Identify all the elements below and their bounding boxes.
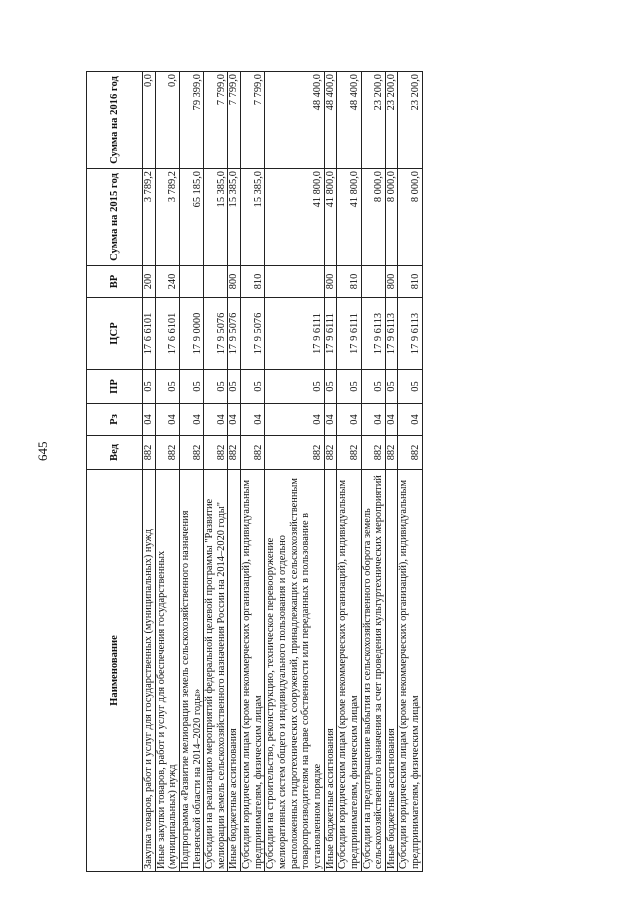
cell-pr: 05 — [179, 370, 203, 404]
cell-rz: 04 — [337, 404, 361, 436]
cell-sum-2015: 41 800,0 — [337, 169, 361, 266]
cell-ved: 882 — [361, 436, 385, 470]
cell-csr: 17 9 5076 — [241, 298, 265, 370]
cell-name: Субсидии юридическим лицам (кроме некоммерческих организаций), индивидуальным предпринимателям, физическим лицам — [241, 470, 265, 872]
header-pr: ПР — [87, 370, 143, 404]
cell-ved: 882 — [204, 436, 228, 470]
cell-sum-2015: 15 385,0 — [204, 169, 228, 266]
cell-csr: 17 9 0000 — [179, 298, 203, 370]
cell-csr: 17 6 6101 — [143, 298, 156, 370]
cell-vr: 800 — [228, 266, 241, 298]
cell-ved: 882 — [155, 436, 179, 470]
table-row — [143, 72, 156, 872]
cell-vr — [204, 266, 228, 298]
cell-sum-2016: 48 400,0 — [324, 72, 337, 169]
table-row — [155, 72, 179, 872]
cell-vr — [361, 266, 385, 298]
cell-vr: 810 — [398, 266, 422, 298]
cell-sum-2016: 23 200,0 — [361, 72, 385, 169]
cell-ved: 882 — [228, 436, 241, 470]
cell-pr: 05 — [155, 370, 179, 404]
cell-name: Субсидии юридическим лицам (кроме некоммерческих организаций), индивидуальным предпринимателям, физическим лицам — [337, 470, 361, 872]
table-header-row — [87, 72, 143, 872]
table-row — [265, 72, 324, 872]
header-sum-2015: Сумма на 2015 год — [87, 169, 143, 266]
cell-rz: 04 — [324, 404, 337, 436]
cell-rz: 04 — [398, 404, 422, 436]
header-vr: ВР — [87, 266, 143, 298]
cell-pr: 05 — [265, 370, 324, 404]
cell-sum-2015: 65 185,0 — [179, 169, 203, 266]
cell-vr — [265, 266, 324, 298]
table-row — [204, 72, 228, 872]
table-row — [398, 72, 422, 872]
cell-rz: 04 — [385, 404, 398, 436]
cell-vr: 200 — [143, 266, 156, 298]
table-row — [337, 72, 361, 872]
table-row — [385, 72, 398, 872]
cell-csr: 17 9 6111 — [324, 298, 337, 370]
cell-vr: 800 — [385, 266, 398, 298]
table-row — [324, 72, 337, 872]
cell-sum-2016: 79 399,0 — [179, 72, 203, 169]
cell-name: Иные закупки товаров, работ и услуг для обеспечения государственных (муниципальных) нужд — [155, 470, 179, 872]
budget-table — [86, 71, 423, 872]
cell-sum-2016: 23 200,0 — [385, 72, 398, 169]
header-csr: ЦСР — [87, 298, 143, 370]
cell-sum-2016: 48 400,0 — [337, 72, 361, 169]
cell-ved: 882 — [241, 436, 265, 470]
cell-name: Иные бюджетные ассигнования — [385, 470, 398, 872]
cell-rz: 04 — [361, 404, 385, 436]
cell-vr: 810 — [337, 266, 361, 298]
cell-csr: 17 9 5076 — [228, 298, 241, 370]
cell-sum-2015: 41 800,0 — [265, 169, 324, 266]
cell-csr: 17 9 6113 — [361, 298, 385, 370]
cell-pr: 05 — [324, 370, 337, 404]
cell-vr: 240 — [155, 266, 179, 298]
table-row — [361, 72, 385, 872]
cell-sum-2016: 0,0 — [143, 72, 156, 169]
cell-rz: 04 — [155, 404, 179, 436]
cell-csr: 17 6 6101 — [155, 298, 179, 370]
cell-ved: 882 — [265, 436, 324, 470]
page-number: 645 — [35, 441, 50, 461]
cell-vr — [179, 266, 203, 298]
cell-ved: 882 — [324, 436, 337, 470]
cell-csr: 17 9 6113 — [398, 298, 422, 370]
cell-pr: 05 — [361, 370, 385, 404]
cell-rz: 04 — [179, 404, 203, 436]
table-row — [179, 72, 203, 872]
cell-sum-2016: 23 200,0 — [398, 72, 422, 169]
header-name: Наименование — [87, 470, 143, 872]
cell-name: Иные бюджетные ассигнования — [324, 470, 337, 872]
cell-name: Субсидии на строительство, реконструкцию, техническое перевооружение мелиоративных систем общего и индивидуального пользования и отдельно расположенных гидротехнических сооружений, принадлежащих сельскохозяйственным товаропроизводителям на праве собственности или переданных в пользование в установленном порядке — [265, 470, 324, 872]
cell-sum-2015: 8 000,0 — [398, 169, 422, 266]
cell-name: Субсидии юридическим лицам (кроме некоммерческих организаций), индивидуальным предпринимателям, физическим лицам — [398, 470, 422, 872]
cell-sum-2016: 48 400,0 — [265, 72, 324, 169]
rotated-table-container — [86, 71, 423, 872]
table-row — [228, 72, 241, 872]
cell-ved: 882 — [385, 436, 398, 470]
cell-name: Подпрограмма «Развитие мелиорации земель сельскохозяйственного назначения Пензенской области на 2014–2020 годы» — [179, 470, 203, 872]
cell-sum-2016: 0,0 — [155, 72, 179, 169]
cell-ved: 882 — [398, 436, 422, 470]
header-ved: Вед — [87, 436, 143, 470]
cell-rz: 04 — [143, 404, 156, 436]
cell-pr: 05 — [143, 370, 156, 404]
cell-sum-2016: 7 799,0 — [241, 72, 265, 169]
cell-sum-2015: 3 789,2 — [155, 169, 179, 266]
cell-sum-2015: 41 800,0 — [324, 169, 337, 266]
cell-ved: 882 — [179, 436, 203, 470]
cell-ved: 882 — [337, 436, 361, 470]
cell-csr: 17 9 6111 — [265, 298, 324, 370]
header-sum-2016: Сумма на 2016 год — [87, 72, 143, 169]
cell-sum-2016: 7 799,0 — [228, 72, 241, 169]
cell-pr: 05 — [385, 370, 398, 404]
cell-pr: 05 — [337, 370, 361, 404]
cell-sum-2015: 15 385,0 — [241, 169, 265, 266]
cell-name: Субсидии на реализацию мероприятий федеральной целевой программы "Развитие мелиорации земель сельскохозяйственного назначения России на 2014–2020 годы" — [204, 470, 228, 872]
cell-sum-2015: 3 789,2 — [143, 169, 156, 266]
cell-csr: 17 9 5076 — [204, 298, 228, 370]
cell-sum-2016: 7 799,0 — [204, 72, 228, 169]
cell-sum-2015: 15 385,0 — [228, 169, 241, 266]
header-rz: Рз — [87, 404, 143, 436]
cell-rz: 04 — [204, 404, 228, 436]
cell-pr: 05 — [204, 370, 228, 404]
cell-rz: 04 — [228, 404, 241, 436]
cell-sum-2015: 8 000,0 — [385, 169, 398, 266]
cell-pr: 05 — [241, 370, 265, 404]
cell-vr: 800 — [324, 266, 337, 298]
cell-pr: 05 — [398, 370, 422, 404]
cell-name: Иные бюджетные ассигнования — [228, 470, 241, 872]
cell-csr: 17 9 6111 — [337, 298, 361, 370]
cell-rz: 04 — [265, 404, 324, 436]
cell-name: Закупка товаров, работ и услуг для государственных (муниципальных) нужд — [143, 470, 156, 872]
cell-vr: 810 — [241, 266, 265, 298]
cell-csr: 17 9 6113 — [385, 298, 398, 370]
table-row — [241, 72, 265, 872]
cell-rz: 04 — [241, 404, 265, 436]
cell-sum-2015: 8 000,0 — [361, 169, 385, 266]
cell-pr: 05 — [228, 370, 241, 404]
cell-name: Субсидии на предотвращение выбытия из сельскохозяйственного оборота земель сельскохозяйственного назначения за счет проведения культуртехнических мероприятий — [361, 470, 385, 872]
table-body — [143, 72, 423, 872]
cell-ved: 882 — [143, 436, 156, 470]
